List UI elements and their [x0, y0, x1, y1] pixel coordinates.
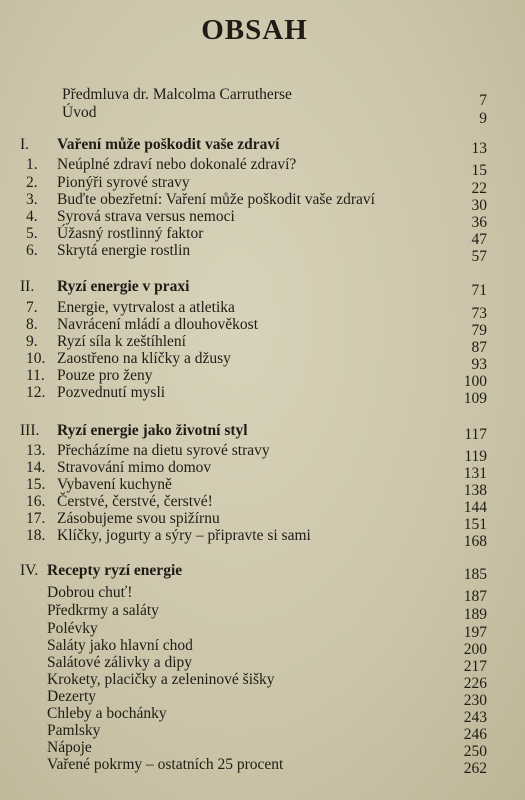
toc-page-number: 109: [463, 390, 487, 407]
toc-chapter-number: 11.: [26, 367, 45, 384]
toc-page-number: 9: [479, 110, 487, 127]
toc-part-label: Ryzí energie v praxi: [57, 278, 190, 295]
toc-chapter-label: Pozvednutí mysli: [57, 384, 166, 401]
toc-page-number: 119: [464, 448, 487, 465]
toc-chapter-number: 7.: [26, 299, 38, 316]
toc-chapter-number: 4.: [26, 208, 38, 225]
toc-page-number: 262: [463, 760, 487, 777]
toc-chapter: [0, 527, 525, 550]
toc-chapter-label: Zásobujeme svou spižírnu: [57, 510, 220, 527]
toc-page-number: 138: [463, 482, 487, 499]
toc-page-number: 7: [479, 92, 487, 109]
toc-page-number: 187: [463, 588, 487, 605]
toc-chapter: [0, 242, 525, 265]
toc-recipe-section: [0, 756, 525, 776]
toc-chapter-label: Úžasný rostlinný faktor: [57, 225, 204, 242]
toc-chapter-label: Pouze pro ženy: [57, 367, 153, 384]
toc-page-number: 30: [471, 197, 487, 214]
toc-chapter-label: Buďte obezřetní: Vaření může poškodit vaše zdraví: [57, 191, 375, 208]
toc-page-number: 47: [471, 231, 487, 248]
toc-recipe-label: Předkrmy a saláty: [47, 602, 159, 619]
toc-chapter-number: 1.: [26, 156, 38, 173]
toc-chapter-label: Klíčky, jogurty a sýry – připravte si sami: [57, 527, 311, 544]
toc-page-number: 36: [471, 214, 487, 231]
toc-recipe-label: Dezerty: [47, 688, 97, 705]
toc-page-number: 13: [471, 140, 487, 157]
toc-chapter-number: 12.: [26, 384, 46, 401]
toc-page-number: 71: [471, 282, 487, 299]
toc-chapter-label: Energie, vytrvalost a atletika: [57, 299, 235, 316]
toc-page-number: 93: [471, 356, 487, 373]
toc-page-number: 189: [463, 606, 487, 623]
toc-recipe-section: [0, 584, 525, 604]
toc-entry-preface: [0, 86, 525, 109]
toc-recipe-label: Pamlsky: [47, 722, 101, 739]
toc-part-label: Vaření může poškodit vaše zdraví: [57, 136, 280, 153]
toc-entry-label: Úvod: [62, 104, 97, 121]
toc-page-number: 200: [463, 641, 487, 658]
toc-recipe-label: Vařené pokrmy – ostatních 25 procent: [47, 756, 284, 773]
toc-page-number: 168: [463, 533, 487, 550]
toc-page-number: 57: [471, 248, 487, 265]
toc-chapter-number: 6.: [26, 242, 38, 259]
toc-chapter-label: Pionýři syrové stravy: [57, 174, 190, 191]
toc-chapter-label: Syrová strava versus nemoci: [57, 208, 235, 225]
toc-chapter: [0, 384, 525, 407]
toc-recipe-label: Salátové zálivky a dipy: [47, 654, 193, 671]
toc-chapter-number: 9.: [26, 333, 38, 350]
toc-chapter-number: 10.: [26, 350, 46, 367]
toc-page-number: 144: [463, 499, 487, 516]
toc-chapter-label: Zaostřeno na klíčky a džusy: [57, 350, 231, 367]
toc-chapter-number: 17.: [26, 510, 46, 527]
toc-recipe-label: Krokety, placičky a zeleninové šišky: [47, 671, 275, 688]
toc-chapter: [0, 156, 525, 179]
toc-recipe-label: Nápoje: [47, 739, 92, 756]
toc-page-number: 230: [463, 692, 487, 709]
toc-chapter-label: Ryzí síla k zeštíhlení: [57, 333, 186, 350]
toc-page-number: 100: [463, 373, 487, 390]
toc-page-number: 250: [463, 743, 487, 760]
toc-chapter-label: Čerstvé, čerstvé, čerstvé!: [57, 493, 213, 510]
toc-chapter-label: Neúplné zdraví nebo dokonalé zdraví?: [57, 156, 297, 173]
toc-page-number: 226: [463, 675, 487, 692]
toc-part-2: [0, 278, 525, 298]
toc-page-number: 243: [463, 709, 487, 726]
toc-part-number: IV.: [20, 562, 39, 579]
toc-part-4: [0, 562, 525, 582]
toc-part-number: I.: [20, 136, 30, 153]
toc-chapter-number: 13.: [26, 442, 46, 459]
toc-chapter-number: 8.: [26, 316, 38, 333]
toc-chapter-label: Stravování mimo domov: [57, 459, 212, 476]
toc-part-number: III.: [20, 422, 40, 439]
toc-recipe-label: Chleby a bochánky: [47, 705, 167, 722]
toc-part-number: II.: [20, 278, 35, 295]
toc-page-number: 87: [471, 339, 487, 356]
toc-page-number: 246: [463, 726, 487, 743]
toc-page-number: 131: [463, 465, 487, 482]
toc-page-number: 151: [463, 516, 487, 533]
toc-chapter-number: 14.: [26, 459, 46, 476]
toc-chapter-label: Přecházíme na dietu syrové stravy: [57, 442, 270, 459]
toc-recipe-label: Dobrou chuť!: [47, 584, 133, 601]
toc-recipe-label: Polévky: [47, 620, 98, 637]
page-title: OBSAH: [201, 14, 308, 46]
toc-chapter-number: 16.: [26, 493, 46, 510]
toc-page-number: 185: [463, 566, 487, 583]
toc-part-label: Ryzí energie jako životní styl: [57, 422, 248, 439]
toc-page-number: 73: [471, 305, 487, 322]
toc-recipe-section: [0, 602, 525, 622]
toc-chapter-label: Navrácení mládí a dlouhověkost: [57, 316, 259, 333]
toc-entry-intro: [0, 104, 525, 127]
toc-entry-label: Předmluva dr. Malcolma Carrutherse: [62, 86, 292, 103]
toc-chapter-label: Skrytá energie rostlin: [57, 242, 191, 259]
toc-page-number: 15: [471, 162, 487, 179]
toc-page-number: 79: [471, 322, 487, 339]
toc-chapter-number: 2.: [26, 174, 38, 191]
toc-chapter-number: 15.: [26, 476, 46, 493]
toc-page-number: 117: [464, 426, 487, 443]
toc-page-number: 217: [463, 658, 487, 675]
toc-recipe-label: Saláty jako hlavní chod: [47, 637, 193, 654]
toc-page-number: 22: [471, 180, 487, 197]
toc-chapter-number: 18.: [26, 527, 46, 544]
toc-page-number: 197: [463, 624, 487, 641]
toc-chapter-number: 3.: [26, 191, 38, 208]
toc-part-3: [0, 422, 525, 442]
toc-chapter-number: 5.: [26, 225, 38, 242]
toc-chapter-label: Vybavení kuchyně: [57, 476, 172, 493]
toc-part-1: [0, 136, 525, 156]
toc-part-label: Recepty ryzí energie: [47, 562, 183, 579]
